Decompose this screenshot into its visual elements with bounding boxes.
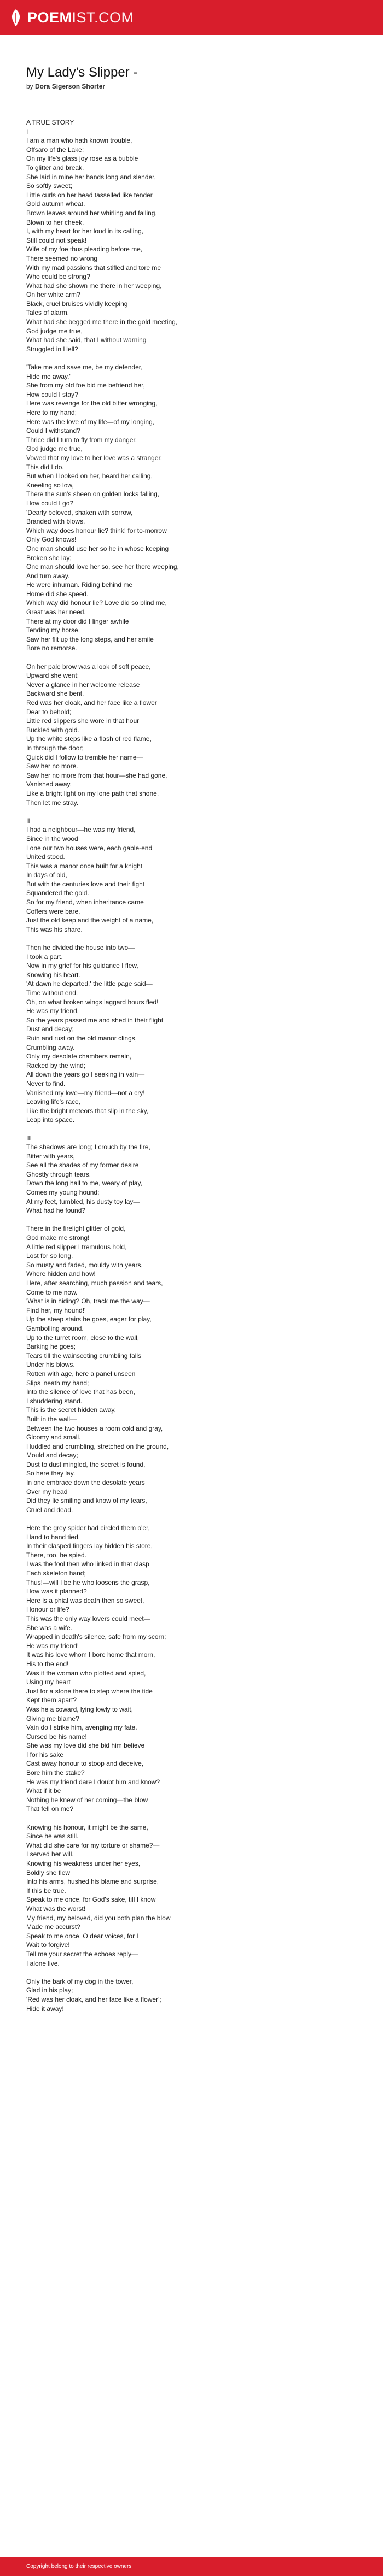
poem-line: This was a manor once built for a knight	[26, 862, 143, 870]
poem-line: There the sun's sheen on golden locks falling,	[26, 490, 160, 498]
poem-line: Here was revenge for the old bitter wronging,	[26, 399, 158, 408]
poem-line: What was the worst!	[26, 1904, 86, 1913]
poem-line: This did I do.	[26, 463, 64, 471]
poem-line: Wrapped in death's silence, safe from my scorn;	[26, 1633, 166, 1641]
logo-bold: POEM	[27, 9, 72, 26]
poem-line: What if it be	[26, 1787, 61, 1795]
poem-line: Boldly she flew	[26, 1868, 71, 1877]
poem-line: Tending my horse,	[26, 626, 80, 634]
poem-line: There in the firelight glitter of gold,	[26, 1225, 126, 1233]
poem-line: But when I looked on her, heard her calling,	[26, 472, 153, 480]
poem-line: Quick did I follow to tremble her name—	[26, 753, 143, 761]
poem-line: Giving me blame?	[26, 1714, 79, 1722]
poem-line: III	[26, 1134, 32, 1142]
poem-line: Since he was still.	[26, 1832, 79, 1840]
poem-stanza	[26, 816, 355, 934]
poem-line: I alone live.	[26, 1959, 60, 1967]
poem-stanza	[26, 118, 355, 354]
poem-line: How was it planned?	[26, 1587, 87, 1596]
poem-line: There, too, he spied.	[26, 1551, 87, 1559]
poem-line: On her pale brow was a look of soft peace,	[26, 662, 151, 671]
poem-line: Tell me your secret the echoes reply—	[26, 1950, 138, 1958]
poem-line: God judge me true,	[26, 445, 83, 453]
poem-line: All down the years go I seeking in vain—	[26, 1071, 145, 1079]
poem-line: Into his arms, hushed his blame and surprise,	[26, 1878, 159, 1886]
poem-line: Crumbling away.	[26, 1043, 75, 1051]
poem-line: Dust and decay;	[26, 1025, 74, 1033]
poem-line: In days of old,	[26, 871, 67, 879]
poem-line: Rotten with age, here a panel unseen	[26, 1369, 136, 1378]
poem-line: Home did she speed.	[26, 590, 89, 598]
poem-line: Into the silence of love that has been,	[26, 1388, 135, 1396]
poem-line: He was my friend!	[26, 1642, 79, 1650]
poem-line: I had a neighbour—he was my friend,	[26, 826, 136, 834]
poem-line: Buckled with gold.	[26, 726, 79, 734]
poem-line: Now in my grief for his guidance I flew,	[26, 962, 138, 970]
poem-line: Backward she bent.	[26, 690, 84, 698]
site-logo-text	[27, 9, 134, 26]
poem-line: Only my desolate chambers remain,	[26, 1052, 132, 1061]
poem-line: Little curls on her head tasselled like tender	[26, 191, 153, 199]
poem-line: Cruel and dead.	[26, 1505, 73, 1514]
poem-line: Here was the love of my life—of my longing,	[26, 417, 155, 426]
poem-line: 'Red was her cloak, and her face like a flower';	[26, 1995, 161, 2003]
poem-line: Down the long hall to me, weary of play,	[26, 1179, 142, 1187]
poem-line: Up the steep stairs he goes, eager for play,	[26, 1315, 152, 1324]
poem-stanza	[26, 1977, 355, 2013]
poem-line: Barking he goes;	[26, 1343, 76, 1351]
poem-line: Bore him the stake?	[26, 1769, 85, 1777]
poem-line: This was his share.	[26, 925, 83, 933]
poem-line: I was the fool then who linked in that clasp	[26, 1560, 149, 1568]
poem-line: Dear to behold;	[26, 708, 72, 716]
poem-line: What had she shown me there in her weeping,	[26, 281, 162, 290]
poem-line: Blown to her cheek,	[26, 218, 84, 226]
poem-line: Was it the woman who plotted and spied,	[26, 1669, 146, 1677]
poem-line: So softly sweet;	[26, 182, 73, 190]
poem-line: Wife of my foe thus pleading before me,	[26, 245, 143, 254]
poem-line: Little red slippers she wore in that hour	[26, 717, 140, 725]
poem-line: Who could be strong?	[26, 273, 90, 281]
poem-stanza	[26, 363, 355, 653]
poem-line: Vowed that my love to her love was a stranger,	[26, 454, 163, 462]
poem-line: Speak to me once, for God's sake, till I know	[26, 1896, 156, 1904]
poem-line: Thus!—will I be he who loosens the grasp,	[26, 1578, 150, 1586]
poem-line: At my feet, tumbled, his dusty toy lay—	[26, 1197, 140, 1205]
poem-line: Knowing his honour, it might be the same,	[26, 1823, 148, 1831]
poem-line: Honour or life?	[26, 1605, 69, 1614]
poem-line: Broken she lay;	[26, 554, 72, 562]
poem-line: It was his love whom I bore home that morn,	[26, 1651, 155, 1659]
quill-pen-icon	[9, 8, 23, 27]
author-link[interactable]: Dora Sigerson Shorter	[35, 83, 106, 90]
poem-line: Knowing his weakness under her eyes,	[26, 1860, 141, 1867]
poem-line: One man should use her so he in whose keeping	[26, 544, 169, 552]
poem-line: Brown leaves around her whirling and falling,	[26, 209, 157, 217]
poem-line: He was my friend dare I doubt him and know?	[26, 1778, 160, 1786]
poem-line: A TRUE STORY	[26, 119, 74, 126]
poem-line: Speak to me once, O dear voices, for I	[26, 1932, 138, 1940]
poem-line: His to the end!	[26, 1660, 69, 1668]
poem-line: I shuddering stand.	[26, 1397, 83, 1405]
poem-line: Never to find.	[26, 1079, 66, 1087]
poem-body	[26, 118, 355, 2022]
poem-line: What had she begged me there in the gold meeting,	[26, 318, 178, 326]
poem-line: Vanished my love—my friend—not a cry!	[26, 1089, 145, 1097]
poem-line: I took a part.	[26, 952, 63, 961]
poem-line: What had she said, that I without warning	[26, 336, 147, 344]
poem-line: Cast away honour to stoop and deceive,	[26, 1760, 144, 1768]
poem-title: My Lady's Slipper -	[26, 65, 138, 80]
poem-line: Since in the wood	[26, 834, 78, 843]
poem-line: Did they lie smiling and know of my tears,	[26, 1497, 147, 1505]
poem-line: In through the door;	[26, 744, 84, 752]
poem-line: Come to me now.	[26, 1288, 78, 1296]
poem-line: Using my heart	[26, 1678, 71, 1686]
poem-line: See all the shades of my former desire	[26, 1161, 139, 1169]
poem-line: Was he a coward, lying lowly to wait,	[26, 1705, 133, 1713]
poem-line: Kneeling so low,	[26, 481, 74, 489]
poem-line: If this be true.	[26, 1886, 66, 1895]
poem-line: Like a bright light on my lone path that shone,	[26, 789, 159, 797]
poem-line: Here the grey spider had circled them o'er,	[26, 1524, 150, 1532]
poem-line: Each skeleton hand;	[26, 1569, 86, 1577]
poem-line: Red was her cloak, and her face like a flower	[26, 699, 157, 707]
poem-line: She was my love did she bid him believe	[26, 1742, 145, 1750]
poem-line: What did she care for my torture or shame?—	[26, 1841, 160, 1849]
poem-stanza	[26, 1224, 355, 1514]
poem-line: Mould and decay;	[26, 1451, 78, 1460]
poem-line: Coffers were bare,	[26, 907, 80, 915]
poem-line: Gambolling around.	[26, 1324, 84, 1332]
poem-line: Kept them apart?	[26, 1696, 77, 1704]
poem-line: 'Take me and save me, be my defender,	[26, 363, 143, 372]
poem-line: Tears till the wainscoting crumbling falls	[26, 1351, 142, 1360]
poem-line: Lone our two houses were, each gable-end	[26, 844, 153, 852]
poem-line: He was my friend.	[26, 1007, 79, 1015]
poem-line: Leaving life's race,	[26, 1098, 81, 1106]
byline	[26, 82, 355, 91]
poem-line: Then let me stray.	[26, 798, 79, 807]
poem-line: In one embrace down the desolate years	[26, 1479, 145, 1487]
poem-line: Never a glance in her welcome release	[26, 680, 140, 689]
poem-line: God make me strong!	[26, 1234, 90, 1242]
poem-line: Here to my hand;	[26, 409, 77, 416]
poem-line: And turn away.	[26, 572, 70, 580]
poem-stanza	[26, 662, 355, 808]
poem-line: Offsaro of the Lake:	[26, 145, 84, 154]
poem-line: So the years passed me and shed in their flight	[26, 1016, 164, 1024]
poem-line: This was the only way lovers could meet—	[26, 1614, 150, 1622]
poem-line: Here is a phial was death then so sweet,	[26, 1596, 144, 1604]
byline-prefix: by	[26, 83, 36, 90]
poem-line: Hand to hand tied,	[26, 1533, 80, 1541]
poem-line: One man should love her so, see her there weeping,	[26, 563, 179, 571]
poem-line: Only the bark of my dog in the tower,	[26, 1977, 134, 1985]
poem-line: In their clasped fingers lay hidden his store,	[26, 1542, 153, 1550]
poem-line: The shadows are long; I crouch by the fire,	[26, 1143, 150, 1151]
poem-line: With my mad passions that stifled and tore me	[26, 263, 161, 272]
poem-line: Bitter with years,	[26, 1152, 75, 1160]
poem-stanza	[26, 1524, 355, 1814]
poem-line: Made me accurst?	[26, 1923, 80, 1931]
poem-line: Hide it away!	[26, 2004, 64, 2013]
poem-line: Leap into space.	[26, 1116, 75, 1124]
poem-line: My friend, my beloved, did you both plan the blow	[26, 1914, 171, 1922]
poem-line: Then he divided the house into two—	[26, 944, 135, 952]
poem-line: She laid in mine her hands long and slender,	[26, 173, 156, 181]
poem-line: There seemed no wrong	[26, 254, 98, 262]
poem-line: Black, cruel bruises vividly keeping	[26, 299, 128, 308]
poem-line: Oh, on what broken wings laggard hours fled!	[26, 998, 159, 1006]
poem-stanza	[26, 1823, 355, 1968]
poem-stanza	[26, 1134, 355, 1215]
poem-line: Between the two houses a room cold and gray,	[26, 1424, 163, 1432]
poem-line: Here, after searching, much passion and tears,	[26, 1279, 163, 1287]
poem-line: Squandered the gold.	[26, 889, 89, 897]
poem-line: Dust to dust mingled, the secret is found,	[26, 1460, 146, 1468]
poem-line: How could I go?	[26, 499, 74, 507]
poem-line: Lost for so long.	[26, 1252, 73, 1260]
site-logo[interactable]	[9, 8, 134, 27]
poem-line: Tales of alarm.	[26, 309, 69, 317]
poem-line: Gloomy and small.	[26, 1433, 81, 1442]
site-header	[0, 0, 383, 35]
poem-line: Still could not speak!	[26, 236, 87, 244]
poem-line: Only God knows!'	[26, 536, 78, 544]
poem-line: She was a wife.	[26, 1624, 73, 1632]
poem-line: Saw her no more.	[26, 762, 78, 771]
poem-line: Ghostly through tears.	[26, 1170, 91, 1178]
poem-line: I served her will.	[26, 1850, 74, 1859]
poem-line: So musty and faded, mouldy with years,	[26, 1261, 143, 1269]
poem-line: Vain do I strike him, avenging my fate.	[26, 1724, 137, 1732]
poem-line: Under his blows.	[26, 1361, 75, 1369]
poem-line: 'Dearly beloved, shaken with sorrow,	[26, 508, 133, 516]
poem-line: On her white arm?	[26, 291, 80, 299]
poem-line: Over my head	[26, 1487, 68, 1496]
poem-line: Struggled in Hell?	[26, 345, 78, 353]
poem-line: 'What is in hiding? Oh, track me the way—	[26, 1297, 150, 1305]
poem-line: Bore no remorse.	[26, 644, 77, 652]
poem-line: Which way did honour lie? Love did so blind me,	[26, 599, 167, 607]
poem-line: Slips 'neath my hand;	[26, 1379, 89, 1387]
poem-line: Hide me away.'	[26, 372, 71, 380]
poem-heading	[26, 64, 355, 91]
poem-line: I am a man who hath known trouble,	[26, 137, 132, 145]
poem-line: Ruin and rust on the old manor clings,	[26, 1034, 137, 1042]
poem-line: Like the bright meteors that slip in the sky,	[26, 1107, 149, 1115]
poem-line: But with the centuries love and their fight	[26, 880, 145, 888]
poem-line: Glad in his play;	[26, 1986, 73, 1995]
poem-line: Up the white steps like a flash of red flame,	[26, 735, 152, 743]
poem-line: II	[26, 816, 30, 825]
poem-line: This is the secret hidden away,	[26, 1406, 116, 1414]
poem-line: Huddled and crumbling, stretched on the ground,	[26, 1442, 169, 1450]
poem-line: So here they lay.	[26, 1469, 76, 1478]
poem-line: She from my old foe bid me befriend her,	[26, 381, 145, 390]
site-footer	[0, 2557, 383, 2576]
poem-line: To glitter and break.	[26, 163, 84, 172]
poem-line: Knowing his heart.	[26, 971, 80, 979]
poem-line: What had he found?	[26, 1207, 86, 1215]
poem-line: He were inhuman. Riding behind me	[26, 581, 133, 589]
poem-line: Find her, my hound!'	[26, 1306, 86, 1314]
poem-line: Just for a stone there to step where the tide	[26, 1687, 153, 1695]
footer-copyright: Copyright belong to their respective owners	[26, 2563, 132, 2569]
poem-line: God judge me true,	[26, 327, 83, 335]
poem-line: Nothing he knew of her coming—the blow	[26, 1796, 148, 1804]
poem-line: Thrice did I turn to fly from my danger,	[26, 436, 137, 444]
poem-line: Could I withstand?	[26, 427, 80, 435]
poem-line: Gold autumn wheat.	[26, 200, 85, 208]
poem-line: On my life's glass joy rose as a bubble	[26, 155, 138, 163]
logo-rest: IST.COM	[72, 9, 134, 26]
poem-line: Wait to forgive!	[26, 1941, 70, 1949]
poem-line: I, with my heart for her loud in its calling,	[26, 227, 144, 236]
poem-line: Which way does honour lie? think! for to-morrow	[26, 526, 167, 534]
poem-line: Comes my young hound;	[26, 1189, 100, 1197]
poem-line: Time without end.	[26, 989, 78, 997]
poem-line: Where hidden and how!	[26, 1270, 96, 1278]
poem-line: Great was her need.	[26, 608, 86, 616]
poem-line: Racked by the wind;	[26, 1061, 86, 1069]
poem-line: 'At dawn he departed,' the little page said—	[26, 980, 153, 988]
poem-line: I	[26, 127, 28, 136]
poem-line: United stood.	[26, 853, 65, 861]
poem-line: Built in the wall—	[26, 1415, 77, 1423]
poem-line: I for his sake	[26, 1750, 64, 1758]
poem-line: Just the old keep and the weight of a name,	[26, 916, 154, 925]
poem-line: So for my friend, when inheritance came	[26, 898, 144, 907]
poem-line: Up to the turret room, close to the wall,	[26, 1333, 140, 1342]
poem-line: A little red slipper I tremulous hold,	[26, 1243, 127, 1251]
poem-line: Vanished away,	[26, 780, 72, 789]
poem-line: How could I stay?	[26, 390, 78, 398]
poem-line: That fell on me?	[26, 1805, 74, 1813]
poem-stanza	[26, 943, 355, 1125]
poem-line: Cursed be his name!	[26, 1732, 87, 1740]
poem-line: Saw her no more from that hour—she had gone,	[26, 771, 167, 779]
poem-line: There at my door did I linger awhile	[26, 617, 129, 625]
poem-line: Saw her flit up the long steps, and her smile	[26, 635, 154, 643]
poem-line: Branded with blows,	[26, 517, 85, 526]
poem-line: Upward she went;	[26, 672, 79, 680]
